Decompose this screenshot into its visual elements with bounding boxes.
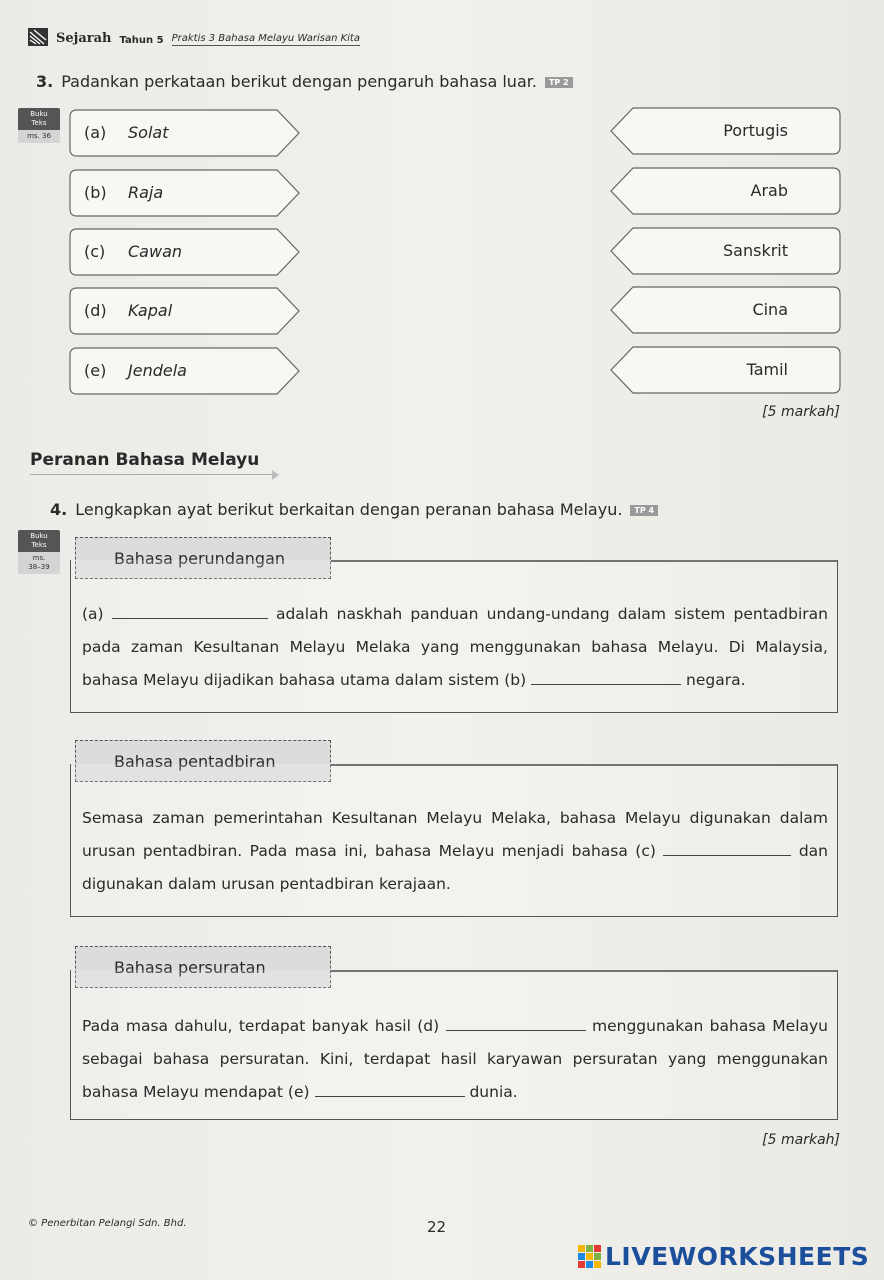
tp-badge: TP 4 xyxy=(630,505,658,516)
liveworksheets-text: LIVEWORKSHEETS xyxy=(605,1242,870,1271)
item-letter: (a) xyxy=(84,123,107,142)
year-label: Tahun 5 xyxy=(119,35,164,46)
answer-blank-d[interactable] xyxy=(446,1016,586,1031)
page-number: 22 xyxy=(427,1218,447,1236)
buku-teks-badge: Buku Teks ms. 36 xyxy=(18,108,60,143)
section-title: Peranan Bahasa Melayu xyxy=(30,450,260,470)
panel-tab-perundangan: Bahasa perundangan xyxy=(75,537,331,579)
item-letter: (e) xyxy=(84,361,107,380)
subject-title: Sejarah xyxy=(56,31,112,46)
item-word: Kapal xyxy=(128,301,173,320)
match-right-box[interactable] xyxy=(610,108,840,154)
match-right-box[interactable] xyxy=(610,287,840,333)
match-left-box[interactable] xyxy=(70,288,300,334)
match-right-box[interactable] xyxy=(610,228,840,274)
marks-label: [5 markah] xyxy=(762,1132,840,1148)
answer-blank-c[interactable] xyxy=(663,841,791,856)
panel-text-pentadbiran: Semasa zaman pemerintahan Kesultanan Melayu Melaka, bahasa Melayu digunakan dalam urusan pentadbiran. Pada masa ini, bahasa Melayu menjadi bahasa (c) dan digunakan dalam urusan pentadbiran kerajaan. xyxy=(82,809,828,893)
match-left-box[interactable] xyxy=(70,229,300,275)
question-3-title xyxy=(36,72,573,91)
item-word: Cawan xyxy=(128,242,183,261)
item-letter: (d) xyxy=(84,301,107,320)
answer-blank-b[interactable] xyxy=(531,670,681,685)
panel-text-perundangan: (a) adalah naskhah panduan undang-undang dalam sistem pentadbiran pada zaman Kesultanan Melayu Melaka yang menggunakan bahasa Melayu. Di Malaysia, bahasa Melayu dijadikan bahasa utama dalam sistem (b) negara. xyxy=(82,605,828,689)
right-arrow-box-shape xyxy=(609,286,841,334)
right-arrow-box-shape xyxy=(609,346,841,394)
right-arrow-box-shape xyxy=(609,167,841,215)
page-header xyxy=(28,28,360,46)
item-word: Solat xyxy=(128,123,169,142)
item-letter: (b) xyxy=(84,183,107,202)
liveworksheets-watermark xyxy=(578,1242,869,1271)
language-option: Arab xyxy=(750,181,788,200)
publisher-credit: © Penerbitan Pelangi Sdn. Bhd. xyxy=(28,1218,187,1229)
match-left-box[interactable] xyxy=(70,110,300,156)
question-prompt: Padankan perkataan berikut dengan pengaruh bahasa luar. xyxy=(61,72,537,91)
question-number: 3. xyxy=(36,72,54,91)
question-number: 4. xyxy=(50,500,68,519)
section-underline xyxy=(30,474,278,475)
chapter-label: Praktis 3 Bahasa Melayu Warisan Kita xyxy=(171,33,360,44)
item-word: Jendela xyxy=(128,361,187,380)
language-option: Sanskrit xyxy=(723,241,788,260)
marks-label: [5 markah] xyxy=(762,404,840,420)
buku-teks-badge: Buku Teks ms. 38–39 xyxy=(18,530,60,574)
answer-blank-e[interactable] xyxy=(315,1082,465,1097)
question-prompt: Lengkapkan ayat berikut berkaitan dengan peranan bahasa Melayu. xyxy=(75,500,623,519)
panel-tab-persuratan: Bahasa persuratan xyxy=(75,946,331,988)
match-right-box[interactable] xyxy=(610,168,840,214)
match-right-box[interactable] xyxy=(610,347,840,393)
section-arrow-icon xyxy=(272,470,279,480)
panel-tab-pentadbiran: Bahasa pentadbiran xyxy=(75,740,331,782)
item-letter: (c) xyxy=(84,242,106,261)
tp-badge: TP 2 xyxy=(545,77,573,88)
match-left-box[interactable] xyxy=(70,348,300,394)
match-left-box[interactable] xyxy=(70,170,300,216)
item-word: Raja xyxy=(128,183,164,202)
book-stripes-icon xyxy=(28,28,48,46)
language-option: Tamil xyxy=(746,360,788,379)
question-4-title xyxy=(50,500,658,519)
language-option: Cina xyxy=(752,300,788,319)
language-option: Portugis xyxy=(723,121,788,140)
panel-text-persuratan: Pada masa dahulu, terdapat banyak hasil (d) menggunakan bahasa Melayu sebagai bahasa persuratan. Kini, terdapat hasil karyawan persuratan yang menggunakan bahasa Melayu mendapat (e) dunia. xyxy=(82,1017,828,1101)
liveworksheets-logo-icon xyxy=(578,1245,601,1268)
answer-blank-a[interactable] xyxy=(112,604,268,619)
